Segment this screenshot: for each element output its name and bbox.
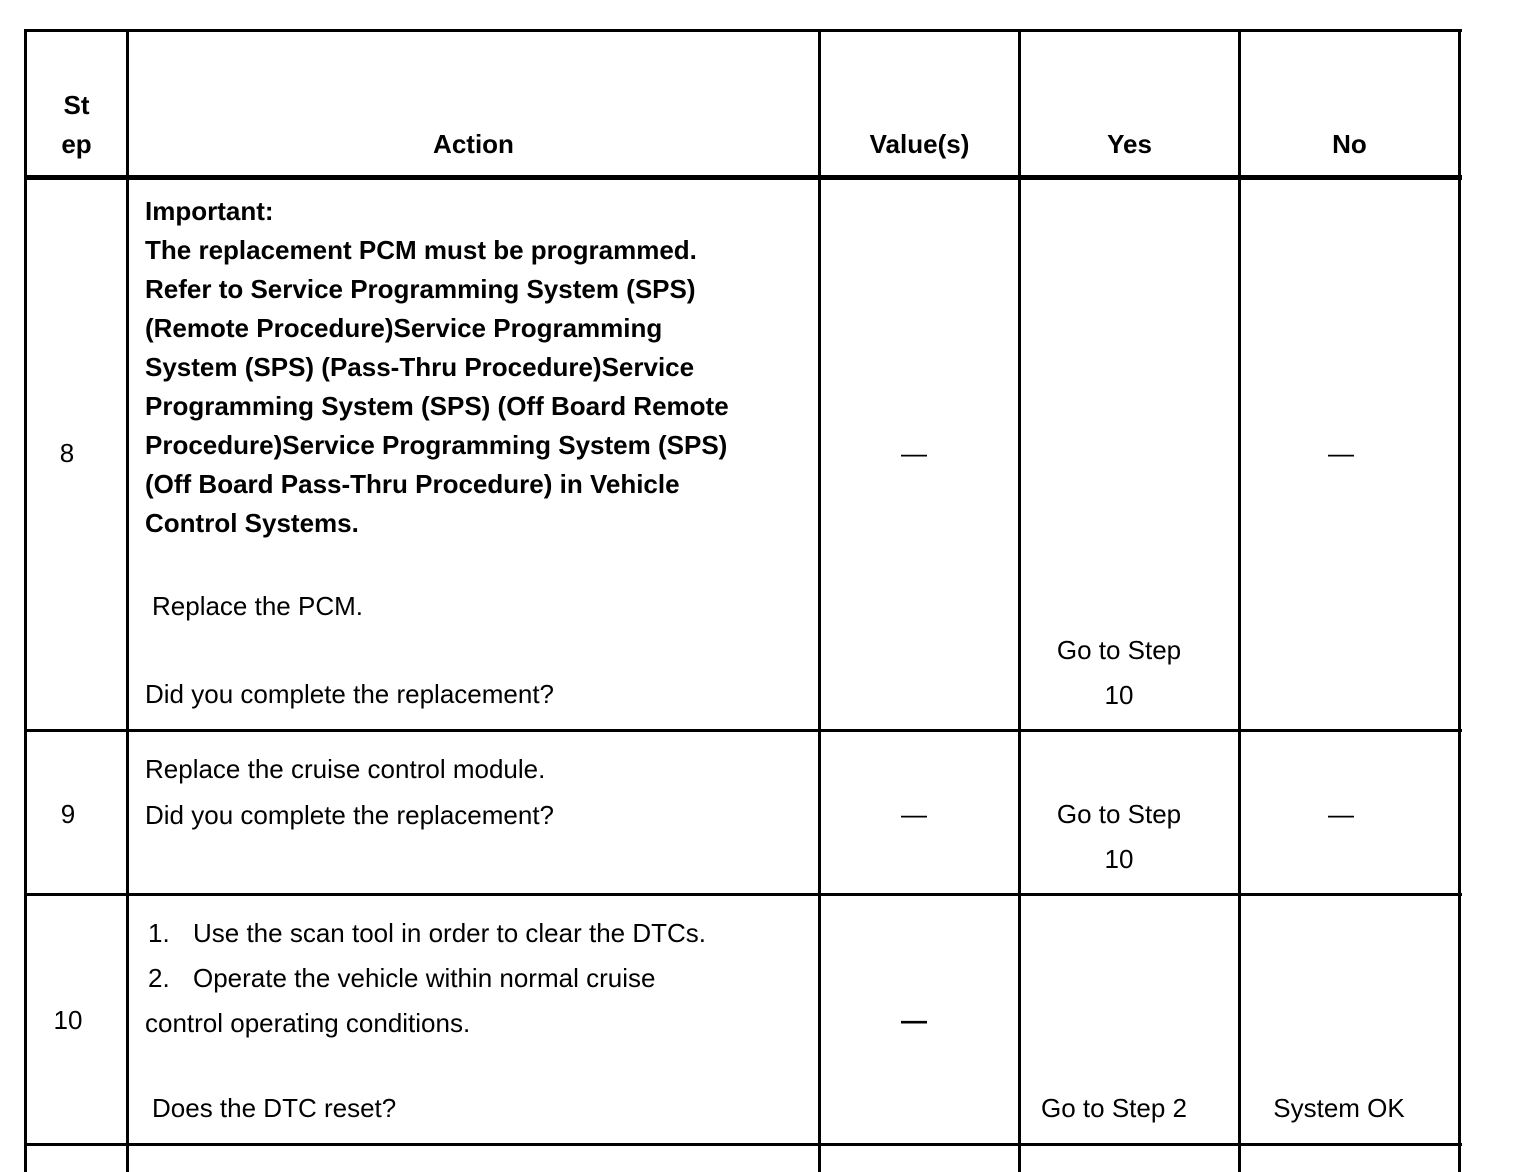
row-8-step: 8 (59, 438, 75, 468)
column-border-left (24, 29, 27, 1172)
important-note-line: (Remote Procedure)Service Programming (145, 313, 663, 343)
row-8-instruction: Replace the PCM. (152, 591, 363, 621)
column-border-step-action (126, 29, 129, 1172)
header-step (27, 90, 126, 159)
row-9-yes-line2: 10 (1104, 844, 1134, 874)
row-8-question: Did you complete the replacement? (145, 679, 555, 709)
column-border-right (1458, 29, 1461, 1172)
important-note-line: Programming System (SPS) (Off Board Remote (145, 391, 729, 421)
row-8-yes-line2: 10 (1104, 680, 1134, 710)
header-action: Action (433, 129, 514, 159)
row-9-yes-line1: Go to Step (1056, 799, 1182, 829)
header-yes: Yes (1107, 129, 1152, 159)
header-bottom-border (24, 175, 1462, 180)
row-10-no: System OK (1273, 1093, 1405, 1123)
row-9-no: — (1328, 799, 1354, 829)
important-note-line: (Off Board Pass-Thru Procedure) in Vehicle (145, 469, 680, 499)
header-step-line2: ep (61, 129, 92, 159)
important-note-line: System (SPS) (Pass-Thru Procedure)Service (145, 352, 695, 382)
header-values: Value(s) (869, 129, 970, 159)
column-border-values-yes (1018, 29, 1021, 1172)
row-8-bottom-border (24, 729, 1462, 732)
important-note-line: Refer to Service Programming System (SPS) (145, 274, 696, 304)
header-no: No (1332, 129, 1367, 159)
row-10-yes: Go to Step 2 (1041, 1093, 1187, 1123)
row-9-action-line2: Did you complete the replacement? (145, 800, 555, 830)
list-item-text: Operate the vehicle within normal cruise (193, 963, 656, 993)
important-note-line: The replacement PCM must be programmed. (145, 235, 697, 265)
row-10-step: 10 (53, 1005, 83, 1035)
table-top-border (24, 29, 1462, 32)
row-9-action-line1: Replace the cruise control module. (145, 754, 546, 784)
important-note-line: Control Systems. (145, 508, 359, 538)
column-border-action-values (818, 29, 821, 1172)
column-border-yes-no (1238, 29, 1241, 1172)
row-10-value: — (901, 1005, 927, 1035)
list-item-text: Use the scan tool in order to clear the DTCs. (193, 918, 707, 948)
row-9-bottom-border (24, 893, 1462, 896)
list-continuation: control operating conditions. (145, 1008, 471, 1038)
row-9-step: 9 (60, 799, 76, 829)
row-8-yes-line1: Go to Step (1056, 635, 1182, 665)
important-note-line: Procedure)Service Programming System (SPS) (145, 430, 728, 460)
row-9-value: — (901, 799, 927, 829)
row-10-bottom-border (24, 1143, 1462, 1146)
row-8-no: — (1328, 438, 1354, 468)
list-item-number: 1. (148, 918, 170, 948)
row-10-question: Does the DTC reset? (152, 1093, 397, 1123)
important-label: Important: (145, 196, 274, 226)
list-item-number: 2. (148, 963, 170, 993)
header-step-line1: St (63, 90, 90, 120)
row-8-value: — (901, 438, 927, 468)
